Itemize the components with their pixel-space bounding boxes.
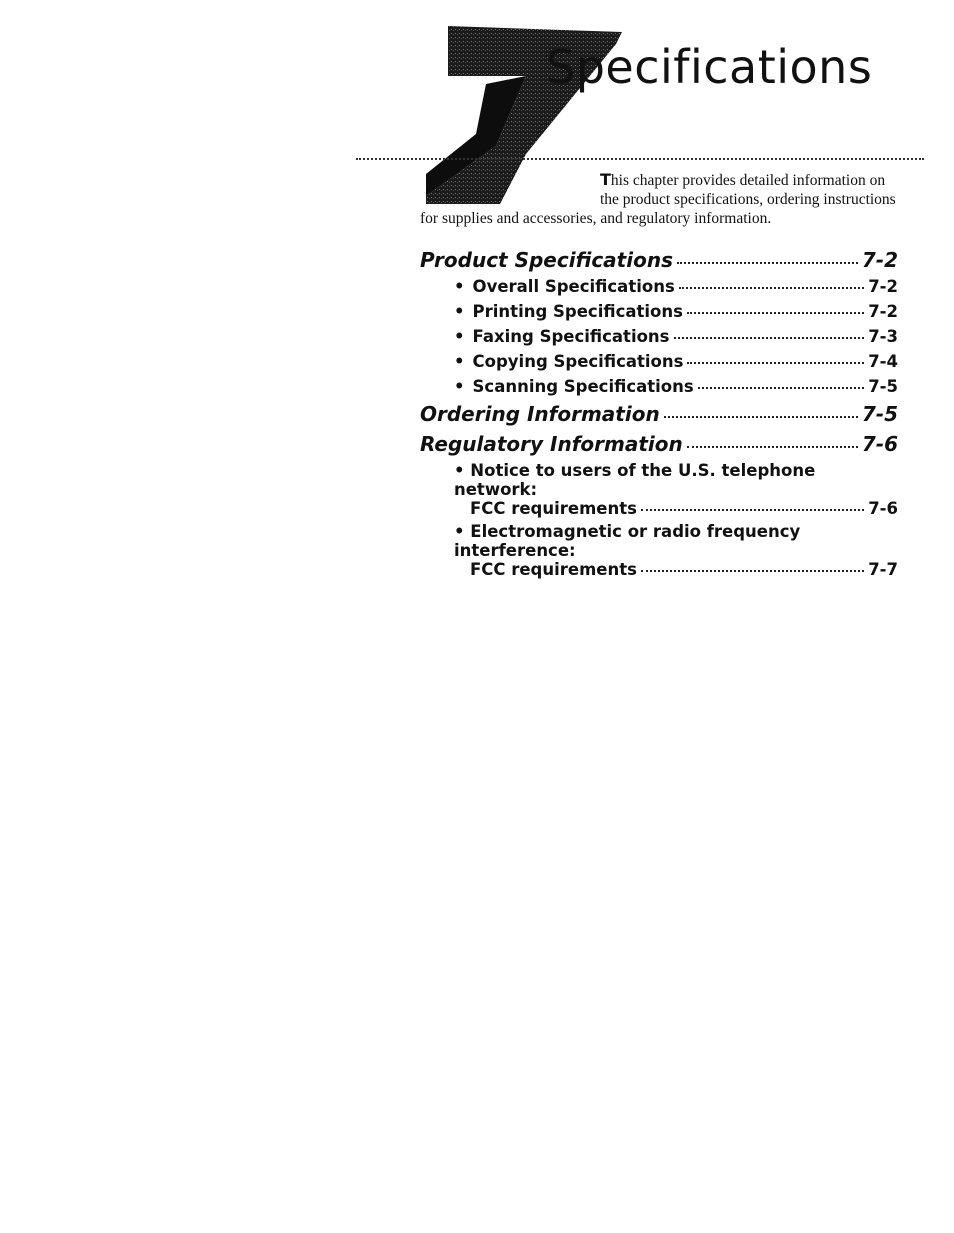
table-of-contents [420,242,898,583]
toc-item-telephone-notice[interactable] [420,461,898,518]
chapter-intro [420,170,926,228]
toc-item-label: Notice to users of the U.S. telephone network: [454,461,816,499]
toc-item-faxing[interactable] [420,327,898,346]
toc-item-copying[interactable] [420,352,898,371]
toc-page-number: 7-5 [868,377,898,396]
toc-item-label: Scanning Specifications [472,377,694,396]
leader-dots [641,509,864,511]
toc-page-number: 7-2 [868,302,898,321]
title-divider [356,158,924,160]
leader-dots [687,312,864,314]
intro-line-2: the product specifications, ordering instructions [600,191,896,208]
toc-item-label: Electromagnetic or radio frequency interference: [454,522,801,560]
leader-dots [698,387,864,389]
toc-page-number: 7-2 [868,277,898,296]
toc-item-label: Faxing Specifications [472,327,670,346]
intro-line-1: his chapter provides detailed information on [610,172,886,189]
bullet: • [454,377,465,396]
leader-dots [687,446,858,448]
leader-dots [664,416,858,418]
toc-item-label-cont: FCC requirements [470,499,637,518]
toc-item-overall[interactable] [420,277,898,296]
leader-dots [641,570,864,572]
toc-page-number: 7-7 [868,560,898,579]
chapter-title: Specifications [546,40,873,94]
toc-item-printing[interactable] [420,302,898,321]
toc-item-emi-interference[interactable] [420,522,898,579]
bullet: • [454,302,465,321]
leader-dots [677,262,858,264]
toc-page-number: 7-4 [868,352,898,371]
intro-dropcap: T [600,170,611,189]
toc-section-label: Ordering Information [420,402,660,426]
leader-dots [687,362,864,364]
toc-item-label: Copying Specifications [472,352,684,371]
toc-section-label: Product Specifications [420,248,673,272]
toc-item-label: Printing Specifications [472,302,683,321]
toc-item-label-cont: FCC requirements [470,560,637,579]
toc-section-regulatory[interactable] [420,432,898,456]
toc-page-number: 7-6 [861,432,898,456]
intro-line-3: for supplies and accessories, and regulatory information. [420,210,772,227]
toc-item-label: Overall Specifications [472,277,675,296]
bullet: • [454,522,465,541]
leader-dots [679,287,864,289]
leader-dots [674,337,865,339]
bullet: • [454,352,465,371]
bullet: • [454,461,465,480]
bullet: • [454,327,465,346]
toc-section-ordering[interactable] [420,402,898,426]
toc-section-label: Regulatory Information [420,432,683,456]
toc-item-scanning[interactable] [420,377,898,396]
toc-page-number: 7-2 [861,248,898,272]
toc-page-number: 7-6 [868,499,898,518]
toc-section-product[interactable] [420,248,898,272]
toc-page-number: 7-3 [868,327,898,346]
bullet: • [454,277,465,296]
toc-page-number: 7-5 [861,402,898,426]
